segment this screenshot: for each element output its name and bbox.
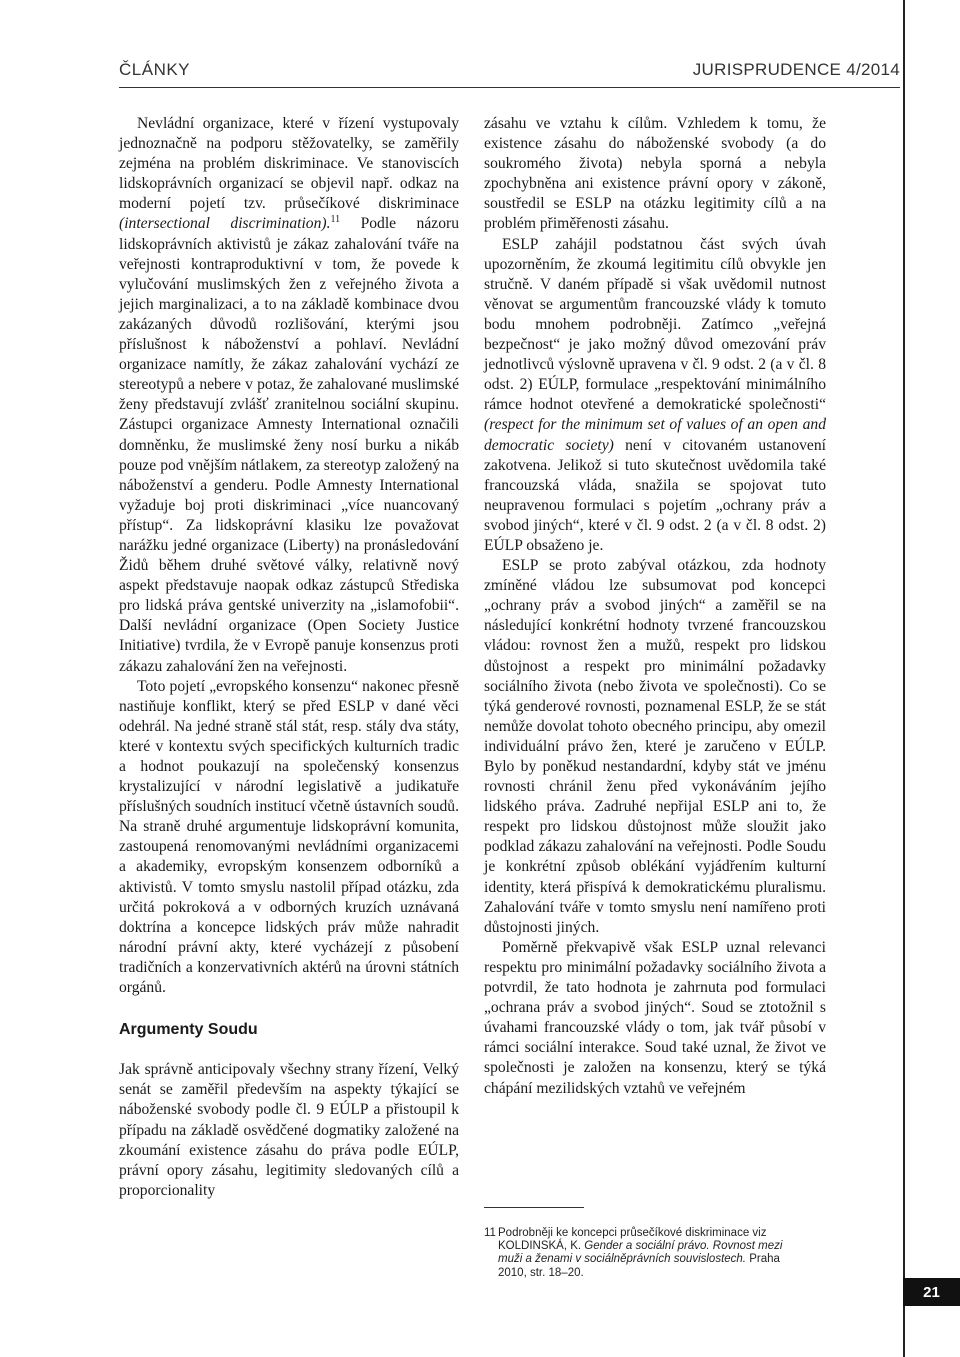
paragraph <box>119 114 459 677</box>
header-rule <box>119 87 900 88</box>
right-column <box>484 114 826 1099</box>
footnote-ref: 11 <box>330 214 341 226</box>
page-side-bar <box>903 0 960 1357</box>
paragraph: zásahu ve vztahu k cílům. Vzhledem k tomu, že existence zásahu do náboženské svobody (a do soukromého života) nebyla sporná a nebyla zpochybněna ani existence právní opory v zákoně, soustředil se ESLP na otázku legitimity cílů a na problém přiměřenosti zásahu. <box>484 115 826 233</box>
left-column <box>119 114 459 1201</box>
paragraph: ESLP se proto zabýval otázkou, zda hodnoty zmíněné vládou lze subsumovat pod koncepci „ochrany práv a svobod jiných“ a zaměřil se na následující konkrétní hodnoty tvrzené francouzskou vládou: rovnost žen a mužů, respekt pro lidskou důstojnost a respekt pro minimální požadavky sociálního života (nebo života ve společnosti). Co se týká genderové rovnosti, poznamenal ESLP, že se stát nemůže dovolat tohoto obecného principu, aby omezil individuální právo žen, které je zaručeno v EÚLP. Bylo by poněkud nestandardní, kdyby stát ve jménu rovnosti chránil ženu před vykonáváním jejího lidského práva. Zadruhé nepřijal ESLP ani to, že respekt pro lidskou důstojnost může sloužit jako podklad zákazu zahalování na veřejnosti. Podle Soudu je konkrétní způsob oblékání vyjádřením kulturní identity, která přispívá k demokratickému pluralismu. Zahalování tváře v tomto smyslu není namířeno proti důstojnosti jiných. <box>484 557 826 936</box>
footnote <box>484 1227 784 1280</box>
footnote-number: 11 <box>484 1227 496 1239</box>
paragraph <box>484 235 826 557</box>
footnote-italic: Gender a sociální právo. Rovnost mezi muži a ženami v sociálněprávních souvislostech. <box>498 1240 783 1266</box>
footnote-rule <box>484 1207 584 1208</box>
paragraph: Poměrně překvapivě však ESLP uznal relevanci respektu pro minimální požadavky sociálního života a potvrdil, že tato hodnota je zahrnuta pod formulaci „ochrana práv a svobod jiných“. Soud se ztotožnil s úvahami francouzské vlády o tom, jak tvář působí v rámci sociální interakce. Soud také uznal, že život ve společnosti je založen na konsenzu, který se týká chápání mezilidských vztahů ve veřejném <box>484 938 826 1097</box>
footnote-text <box>498 1227 784 1280</box>
paragraph-text: ESLP zahájil podstatnou část svých úvah upozorněním, že zkoumá legitimitu cílů obvykle jen stručně. V daném případě si však uvědomil nutnost věnovat se argumentům francouzské vlády k tomuto bodu mnohem podrobněji. Zatímco „veřejná bezpečnost“ je jako možný důvod omezování práv jednotlivců výslovně upravena v čl. 9 odst. 2 (a v čl. 8 odst. 2) EÚLP, formulace „respektování minimálního rámce hodnot otevřené a demokratické společnosti“ <box>484 235 826 414</box>
footnote-text-part: Praha 2010, str. 18–20. <box>498 1253 780 1279</box>
footnote-text-part: Podrobněji ke koncepci průsečíkové diskriminace viz KOLDINSKÁ, K. <box>498 1227 767 1253</box>
paragraph-text: není v citovaném ustanovení zakotvena. Jelikož si tuto skutečnost uvědomila také francouzská vláda, snažila se spojovat tuto neupravenou formulaci s pojetím „ochrany práv a svobod jiných“, které v čl. 9 odst. 2 (a v čl. 8 odst. 2) EÚLP obsaženo je. <box>484 436 826 554</box>
italic-term: (intersectional discrimination). <box>119 215 331 233</box>
section-label: ČLÁNKY <box>119 60 191 79</box>
italic-term: (respect for the minimum set of values of an open and democratic society) <box>484 416 826 454</box>
paragraph: Jak správně anticipovaly všechny strany řízení, Velký senát se zaměřil především na aspekty týkající se náboženské svobody podle čl. 9 EÚLP a přistoupil k případu na základě osvědčené dogmatiky založené na zkoumání existence zásahu do práva podle EÚLP, právní opory zásahu, legitimity sledovaných cílů a proporcionality <box>119 1061 459 1199</box>
journal-issue: JURISPRUDENCE 4/2014 <box>692 60 900 79</box>
section-heading: Argumenty Soudu <box>119 1021 258 1039</box>
page-number: 21 <box>903 1278 960 1306</box>
paragraph: Toto pojetí „evropského konsenzu“ nakonec přesně nastiňuje konflikt, který se před ESLP v dané věci odehrál. Na jedné straně stál stát, resp. stály dva státy, které v kontextu svých specifických kulturních tradic a hodnot poukazují na společenský konsenzus krystalizující v národní legislativě a judikatuře příslušných soudních institucí včetně ústavních soudů. Na straně druhé argumentuje lidskoprávní komunita, zastoupená renomovanými nevládními organizacemi a akademiky, evropským konsenzem odborníků a aktivistů. V tomto smyslu nastolil případ otázku, zda určitá pokroková a v odborných kruzích uznávaná doktrína a koncepce lidských práv může nahradit národní právní akty, které vycházejí z působení tradičních a konzervativních aktérů na úrovni státních orgánů. <box>119 677 459 997</box>
paragraph-text: Nevládní organizace, které v řízení vystupovaly jednoznačně na podporu stěžovatelky, se zaměřily zejména na problém diskriminace. Ve stanoviscích lidskoprávních organizací se objevil např. odkaz na moderní pojetí tzv. průsečíkové diskriminace <box>119 115 459 213</box>
page-header <box>0 0 960 95</box>
paragraph-text: Podle názoru lidskoprávních aktivistů je zákaz zahalování tváře na veřejnosti kontraproduktivní v tom, že povede k vylučování muslimských žen z veřejného života a jejich marginalizaci, a to na základě kombinace dvou zakázaných důvodů rozlišování, kterými jsou příslušnost k náboženství a pohlaví. Nevládní organizace namítly, že zákaz zahalování vychází ze stereotypů a nebere v potaz, že zahalované muslimské ženy představují zvlášť zranitelnou sociální skupinu. Zástupci organizace Amnesty International označili domněnku, že muslimské ženy nosí burku a nikáb pouze pod vnějším nátlakem, za stereotyp založený na náboženství a genderu. Podle Amnesty International vyžaduje boj proti diskriminaci „více nuancovaný přístup“. Za lidskoprávní klasiku lze považovat narážku jedné organizace (Liberty) na pronásledování Židů během druhé světové války, relativně nový aspekt představuje naopak odkaz zástupců Střediska pro lidská práva gentské univerzity na „islamofobii“. Další nevládní organizace (Open Society Justice Initiative) tvrdila, že v Evropě panuje konsenzus proti zákazu zahalování žen na veřejnosti. <box>119 215 459 675</box>
